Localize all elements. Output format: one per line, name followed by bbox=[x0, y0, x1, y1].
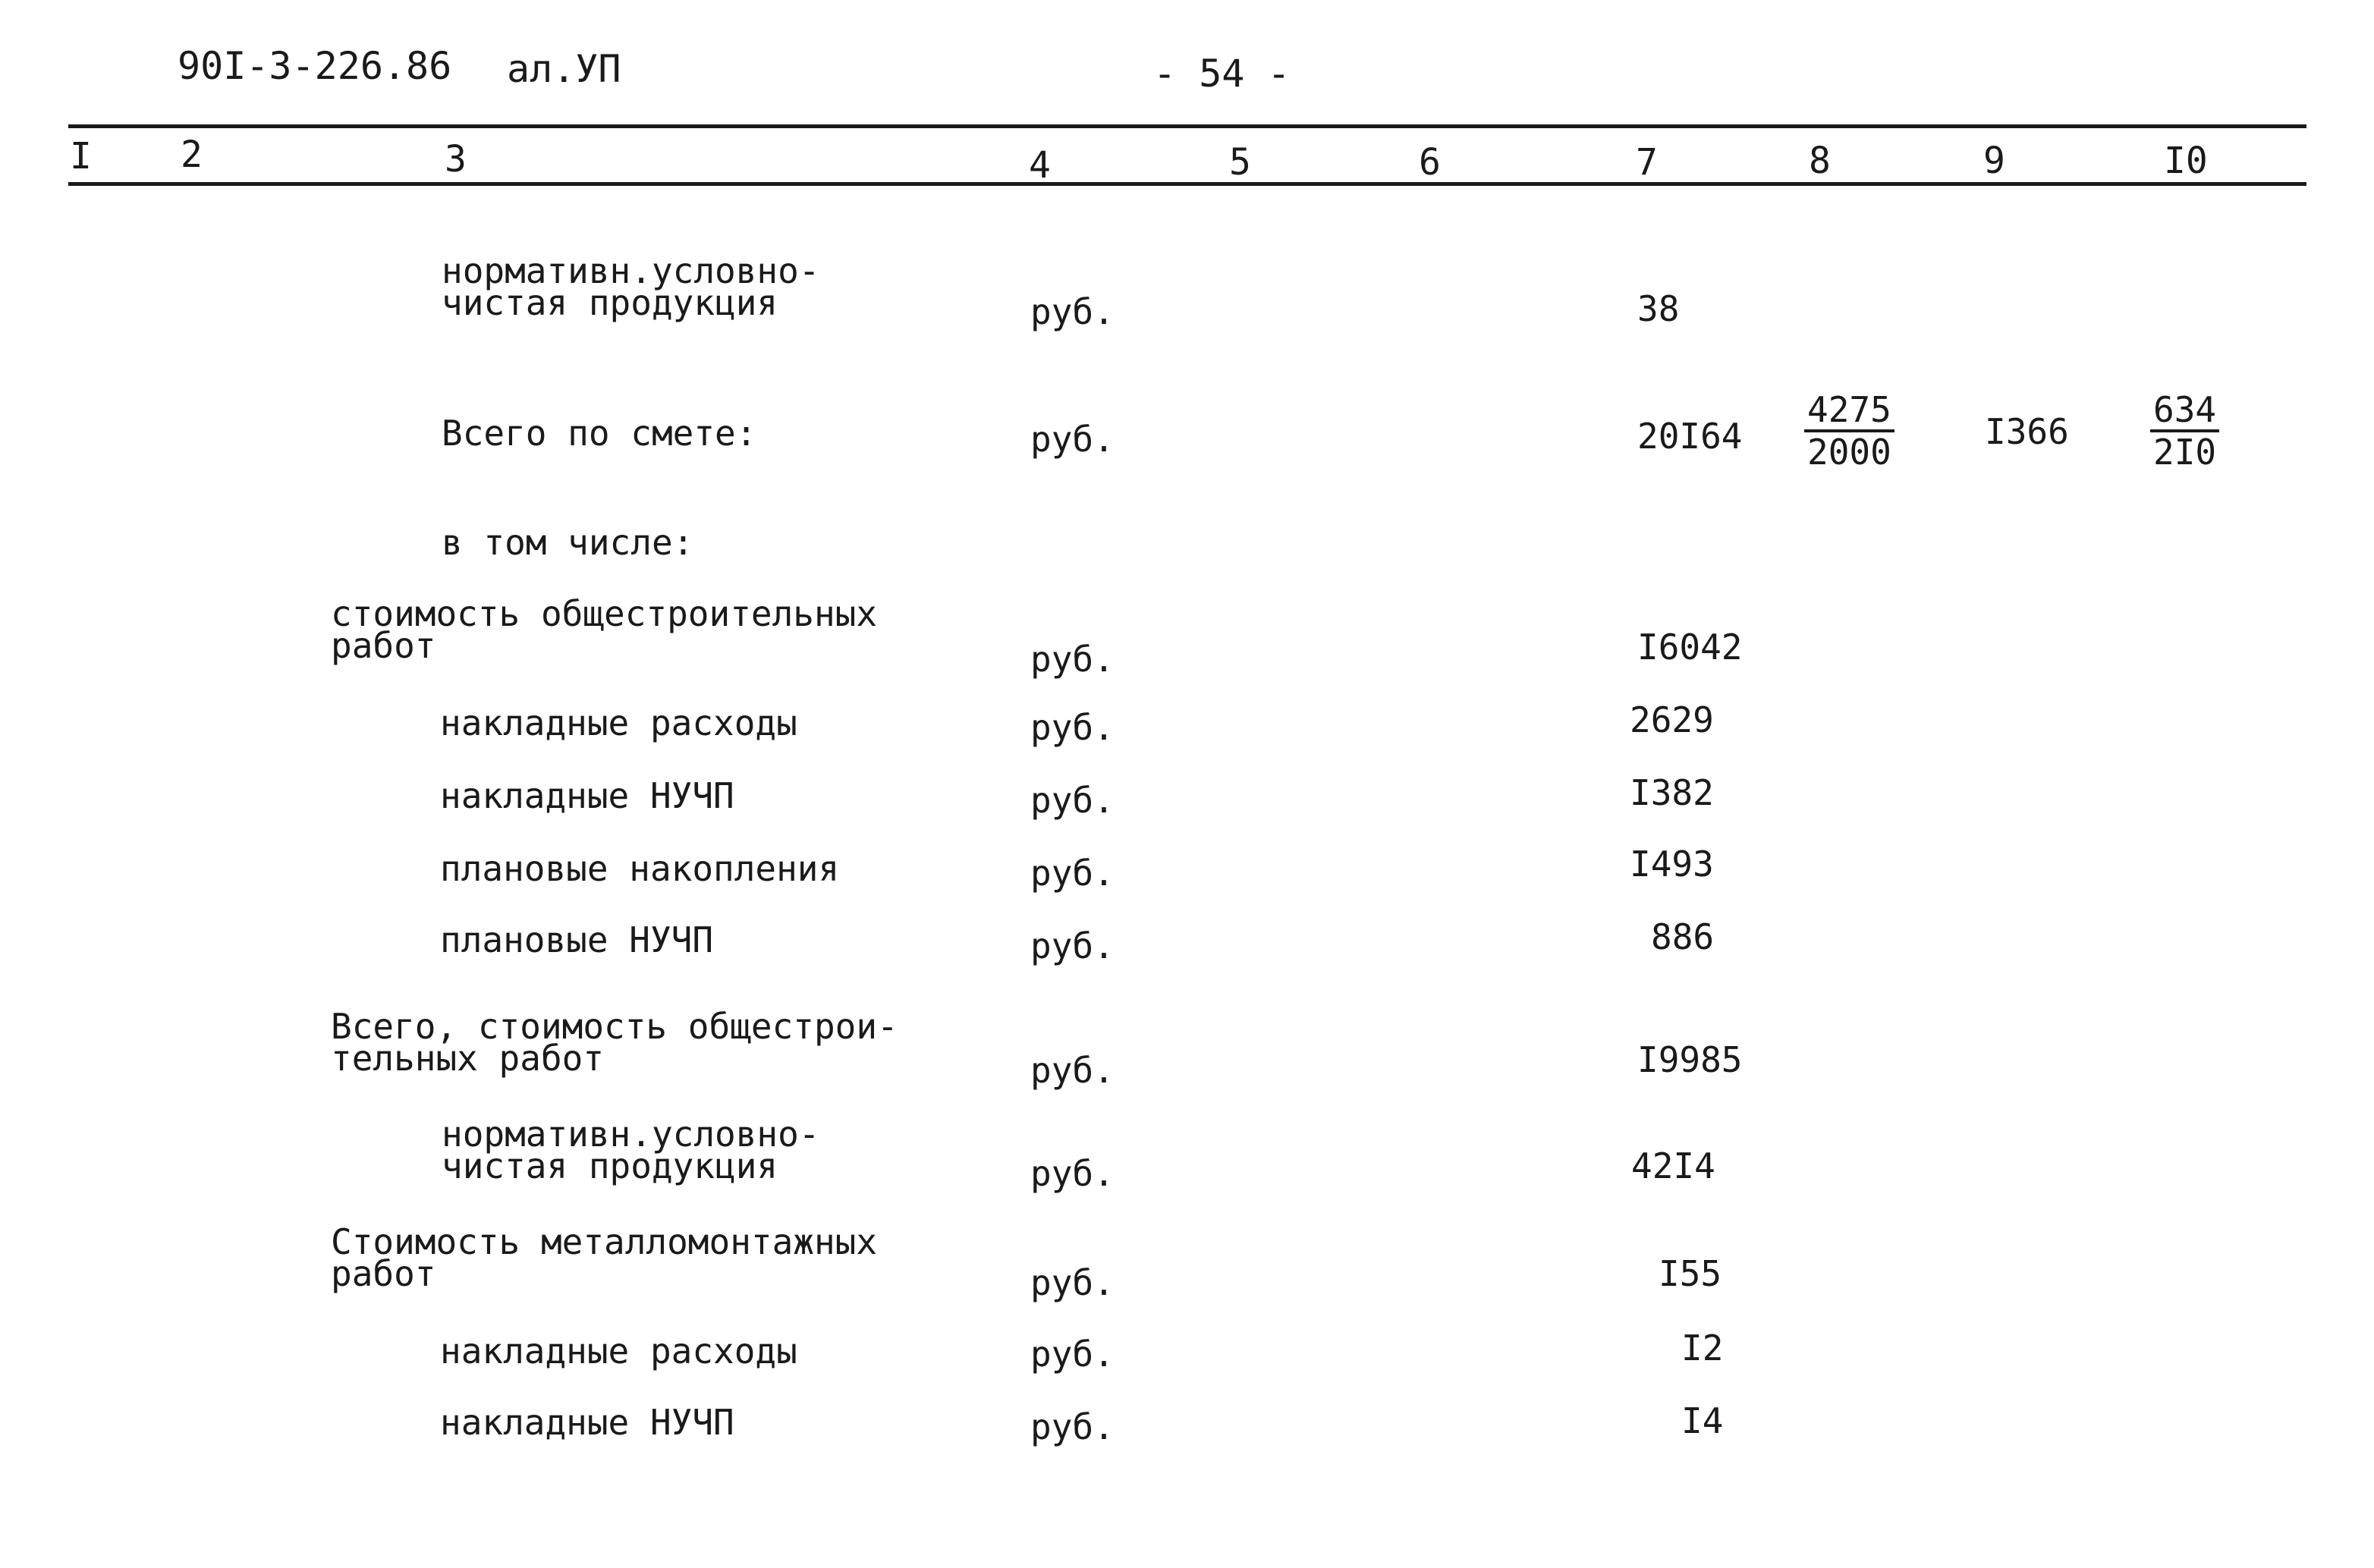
row-unit: руб. bbox=[1030, 1153, 1115, 1194]
row-unit: руб. bbox=[1030, 925, 1115, 966]
row-label: в том числе: bbox=[442, 522, 694, 563]
fraction-denominator: 2I0 bbox=[2153, 432, 2217, 473]
row-unit: руб. bbox=[1030, 707, 1115, 748]
row-label-line2: работ bbox=[331, 625, 436, 666]
album-label: ал.УП bbox=[507, 47, 621, 91]
column-number-4: 4 bbox=[1029, 144, 1051, 187]
row-label: плановые НУЧП bbox=[440, 919, 714, 960]
row-unit: руб. bbox=[1030, 853, 1115, 894]
row-unit: руб. bbox=[1030, 1262, 1115, 1303]
column-number-8: 8 bbox=[1809, 140, 1831, 182]
row-col10-fraction bbox=[2150, 390, 2219, 472]
row-unit: руб. bbox=[1030, 291, 1115, 332]
row-col7-value: 42I4 bbox=[1631, 1145, 1715, 1186]
document-code: 90I-3-226.86 bbox=[178, 44, 452, 88]
row-label: плановые накопления bbox=[440, 848, 840, 889]
fraction-denominator: 2000 bbox=[1807, 432, 1891, 473]
row-col8-fraction bbox=[1804, 390, 1894, 472]
row-label: Всего по смете: bbox=[442, 413, 757, 454]
column-number-1: I bbox=[70, 135, 92, 178]
row-col7-value: I55 bbox=[1659, 1253, 1722, 1294]
table-top-rule bbox=[68, 124, 2306, 128]
row-col9-value: I366 bbox=[1985, 411, 2069, 452]
row-label: накладные расходы bbox=[440, 1331, 797, 1372]
column-number-10: I0 bbox=[2164, 140, 2208, 182]
row-unit: руб. bbox=[1030, 780, 1115, 821]
row-label-line2: тельных работ bbox=[331, 1038, 605, 1079]
row-col7-value: I4 bbox=[1681, 1400, 1724, 1441]
row-unit: руб. bbox=[1030, 419, 1115, 460]
fraction-numerator: 634 bbox=[2150, 390, 2219, 432]
row-unit: руб. bbox=[1030, 1406, 1115, 1447]
row-col7-value: I6042 bbox=[1637, 627, 1743, 668]
row-label-line1: Стоимость металломонтажных bbox=[331, 1221, 878, 1262]
row-col7-value: 886 bbox=[1651, 916, 1715, 957]
column-number-2: 2 bbox=[181, 134, 203, 176]
row-col7-value: I9985 bbox=[1637, 1039, 1743, 1080]
row-col7-value: I382 bbox=[1630, 772, 1714, 813]
column-number-6: 6 bbox=[1419, 141, 1441, 184]
row-col7-value: I493 bbox=[1630, 844, 1714, 885]
column-number-5: 5 bbox=[1229, 141, 1251, 184]
row-label-line2: чистая продукция bbox=[442, 282, 778, 323]
page-number: - 54 - bbox=[1153, 52, 1291, 96]
row-col7-value: I2 bbox=[1681, 1328, 1724, 1368]
column-number-9: 9 bbox=[1983, 140, 2005, 182]
row-unit: руб. bbox=[1030, 1334, 1115, 1375]
column-number-7: 7 bbox=[1636, 141, 1658, 184]
row-label-line2: работ bbox=[331, 1253, 436, 1294]
row-label: накладные расходы bbox=[440, 702, 797, 743]
row-label: накладные НУЧП bbox=[440, 1402, 734, 1443]
row-col7-value: 38 bbox=[1637, 288, 1680, 329]
column-number-3: 3 bbox=[445, 138, 467, 181]
row-unit: руб. bbox=[1030, 639, 1115, 680]
row-label-line1: нормативн.условно- bbox=[442, 1114, 820, 1155]
row-label-line1: Всего, стоимость общестрои- bbox=[331, 1006, 898, 1047]
row-label-line1: нормативн.условно- bbox=[442, 250, 820, 291]
row-label-line1: стоимость общестроительных bbox=[331, 593, 878, 634]
table-header-rule bbox=[68, 182, 2306, 186]
row-label-line2: чистая продукция bbox=[442, 1145, 778, 1186]
fraction-numerator: 4275 bbox=[1804, 390, 1894, 432]
row-unit: руб. bbox=[1030, 1050, 1115, 1091]
row-col7-value: 2629 bbox=[1630, 699, 1714, 740]
row-col7-value: 20I64 bbox=[1637, 416, 1743, 457]
row-label: накладные НУЧП bbox=[440, 775, 734, 816]
